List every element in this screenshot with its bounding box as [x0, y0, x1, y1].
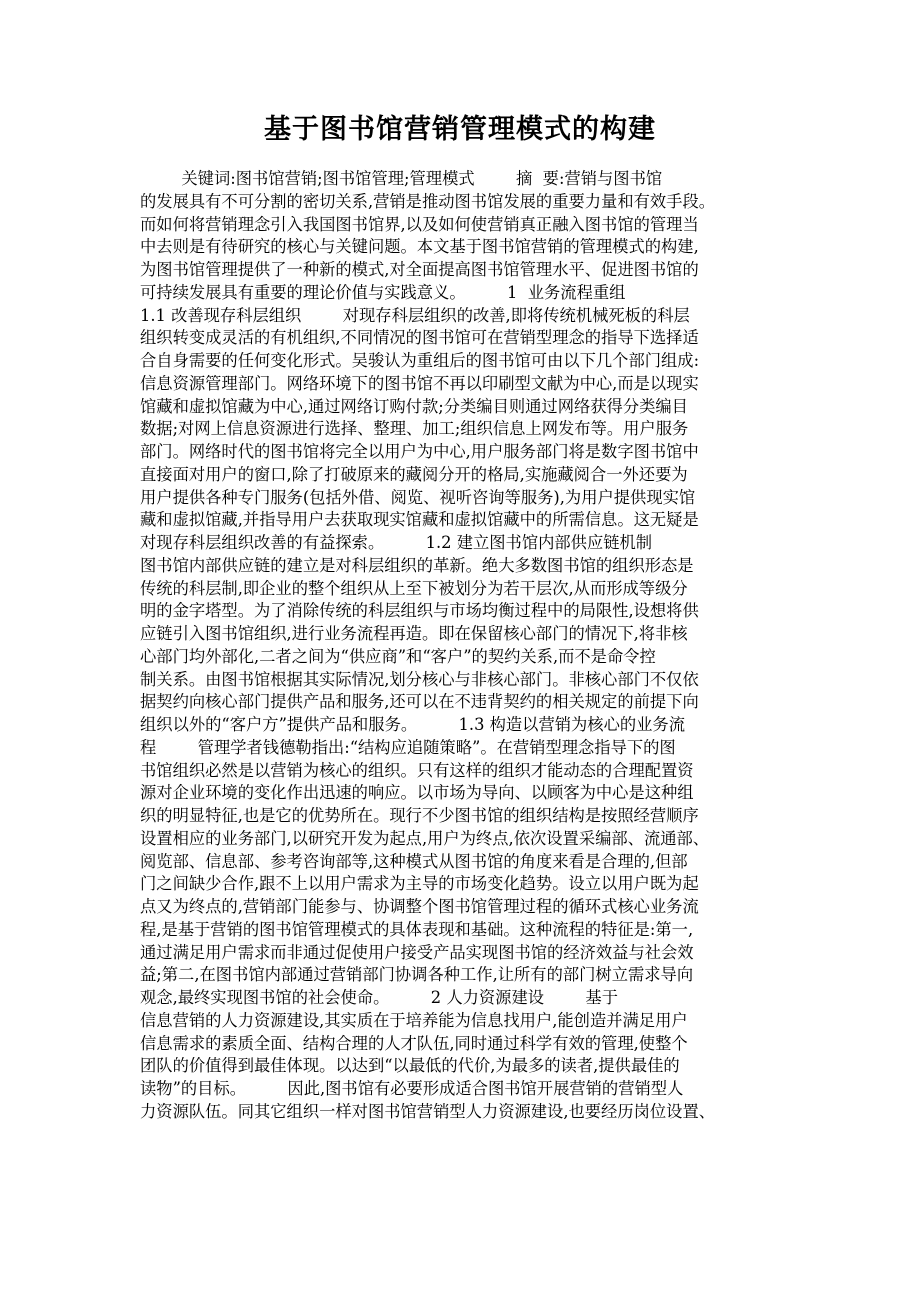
- body-line: 源对企业环境的变化作出迅速的响应。以市场为导向、以顾客为中心是这种组: [140, 783, 694, 803]
- body-line: 部门。网络时代的图书馆将完全以用户为中心,用户服务部门将是数字图书馆中: [140, 442, 699, 461]
- body-line: 组织以外的“客户方”提供产品和服务。 1.3 构造以营销为核心的业务流: [140, 715, 685, 734]
- body-line: 可持续发展具有重要的理论价值与实践意义。 1 业务流程重组: [140, 282, 626, 302]
- body-line: 对现存科层组织改善的有益探索。 1.2 建立图书馆内部供应链机制: [140, 533, 653, 552]
- body-line: 心部门均外部化,二者之间为“供应商”和“客户”的契约关系,而不是命令控: [140, 646, 656, 666]
- body-line: 力资源队伍。同其它组织一样对图书馆营销型人力资源建设,也要经历岗位设置、: [140, 1101, 716, 1121]
- body-line: 而如何将营销理念引入我国图书馆界,以及如何使营销真正融入图书馆的管理当: [140, 214, 699, 234]
- body-line: 信息营销的人力资源建设,其实质在于培养能为信息找用户,能创造并满足用户: [140, 1010, 688, 1030]
- body-line: 中去则是有待研究的核心与关键问题。本文基于图书馆营销的管理模式的构建,: [140, 237, 699, 257]
- body-line: 据契约向核心部门提供产品和服务,还可以在不违背契约的相关规定的前提下向: [140, 692, 699, 712]
- body-line: 读物”的目标。 因此,图书馆有必要形成适合图书馆开展营销的营销型人: [140, 1079, 684, 1098]
- body-line: 组织转变成灵活的有机组织,不同情况的图书馆可在营销型理念的指导下选择适: [140, 328, 699, 348]
- body-line: 点又为终点的,营销部门能参与、协调整个图书馆管理过程的循环式核心业务流: [140, 897, 699, 916]
- body-line: 书馆组织必然是以营销为核心的组织。只有这样的组织才能动态的合理配置资: [140, 760, 694, 780]
- body-line: 馆藏和虚拟馆藏为中心,通过网络订购付款;分类编目则通过网络获得分类编目: [140, 396, 688, 416]
- body-line: 门之间缺少合作,跟不上以用户需求为主导的市场变化趋势。设立以用户既为起: [140, 874, 699, 894]
- body-line: 为图书馆管理提供了一种新的模式,对全面提高图书馆管理水平、促进图书馆的: [140, 260, 699, 279]
- body-line: 信息资源管理部门。网络环境下的图书馆不再以印刷型文献为中心,而是以现实: [140, 373, 699, 393]
- body-line: 明的金字塔型。为了消除传统的科层组织与市场均衡过程中的局限性,设想将供: [140, 601, 699, 621]
- body-line: 制关系。由图书馆根据其实际情况,划分核心与非核心部门。非核心部门不仅依: [140, 669, 699, 689]
- body-line: 合自身需要的任何变化形式。吴骏认为重组后的图书馆可由以下几个部门组成:: [140, 351, 700, 370]
- document-body: [140, 168, 800, 1124]
- body-line: 程,是基于营销的图书馆管理模式的具体表现和基础。这种流程的特征是:第一,: [140, 919, 694, 939]
- body-line: 直接面对用户的窗口,除了打破原来的藏阅分开的格局,实施藏阅合一外还要为: [140, 464, 688, 484]
- body-line: 关键词:图书馆营销;图书馆管理;管理模式 摘 要:营销与图书馆: [140, 169, 663, 188]
- body-line: 益;第二,在图书馆内部通过营销部门协调各种工作,让所有的部门树立需求导向: [140, 965, 694, 985]
- body-line: 1.1 改善现存科层组织 对现存科层组织的改善,即将传统机械死板的科层: [140, 305, 690, 325]
- document-title: 基于图书馆营销管理模式的构建: [264, 114, 656, 145]
- body-line: 传统的科层制,即企业的整个组织从上至下被划分为若干层次,从而形成等级分: [140, 578, 688, 598]
- body-line: 程 管理学者钱德勒指出:“结构应追随策略”。在营销型理念指导下的图: [140, 737, 676, 757]
- body-line: 设置相应的业务部门,以研究开发为起点,用户为终点,依次设置采编部、流通部、: [140, 828, 710, 848]
- body-line: 观念,最终实现图书馆的社会使命。 2 人力资源建设 基于: [140, 988, 618, 1007]
- body-line: 用户提供各种专门服务(包括外借、阅览、视听咨询等服务),为用户提供现实馆: [140, 487, 696, 507]
- body-line: 图书馆内部供应链的建立是对科层组织的革新。绝大多数图书馆的组织形态是: [140, 555, 694, 575]
- body-line: 织的明显特征,也是它的优势所在。现行不少图书馆的组织结构是按照经营顺序: [140, 806, 699, 825]
- body-line: 信息需求的素质全面、结构合理的人才队伍,同时通过科学有效的管理,使整个: [140, 1033, 688, 1053]
- body-line: 的发展具有不可分割的密切关系,营销是推动图书馆发展的重要力量和有效手段。: [140, 191, 716, 211]
- body-line: 数据;对网上信息资源进行选择、整理、加工;组织信息上网发布等。用户服务: [140, 419, 689, 439]
- body-line: 应链引入图书馆组织,进行业务流程再造。即在保留核心部门的情况下,将非核: [140, 624, 688, 643]
- body-line: 通过满足用户需求而非通过促使用户接受产品实现图书馆的经济效益与社会效: [140, 942, 694, 962]
- body-line: 藏和虚拟馆藏,并指导用户去获取现实馆藏和虚拟馆藏中的所需信息。这无疑是: [140, 510, 699, 530]
- body-line: 团队的价值得到最佳体现。以达到“以最低的代价,为最多的读者,提供最佳的: [140, 1056, 680, 1076]
- body-line: 阅览部、信息部、参考咨询部等,这种模式从图书馆的角度来看是合理的,但部: [140, 851, 688, 871]
